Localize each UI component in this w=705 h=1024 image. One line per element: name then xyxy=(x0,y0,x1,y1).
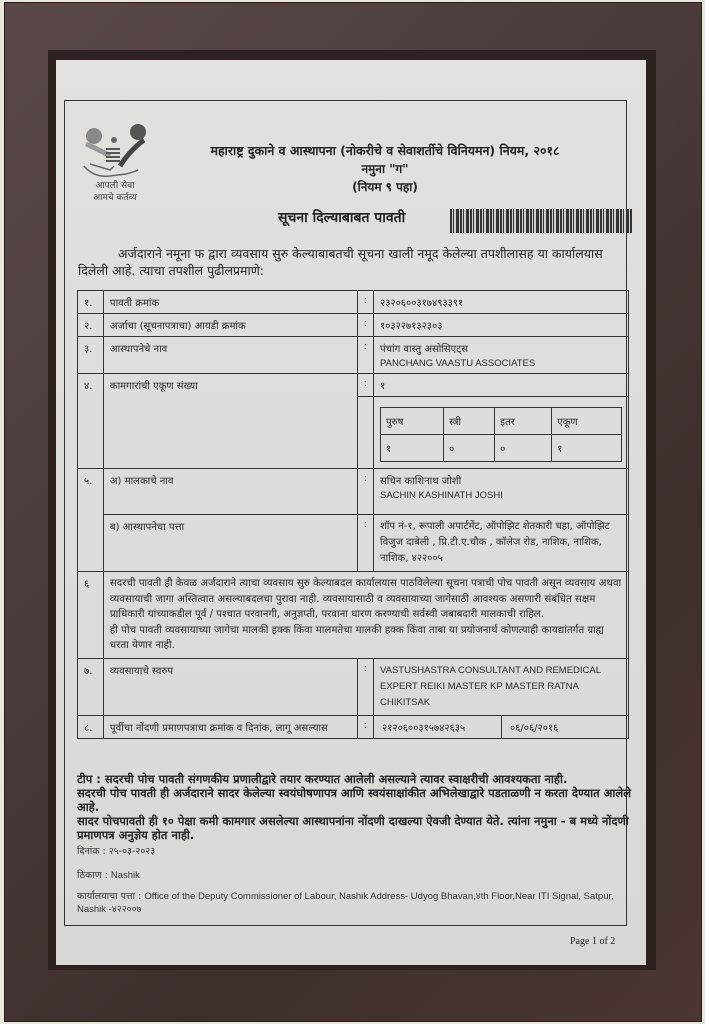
header-male: पुरुष xyxy=(381,408,444,435)
application-id-value: १०३२२७१३२३०३ xyxy=(374,314,629,337)
place-field xyxy=(77,868,140,881)
header-other: इतर xyxy=(495,408,552,435)
office-address-label: कार्यालयाचा पत्ता : xyxy=(77,891,142,902)
table-row xyxy=(78,337,629,374)
receipt-number-value: २३२०६००३१७४९३३९१ xyxy=(374,291,629,314)
table-row xyxy=(78,658,629,715)
row-number: ५. xyxy=(78,469,104,572)
date-field xyxy=(77,844,155,857)
previous-registration-label: पूर्वीचा नोंदणी प्रमाणपत्राचा क्रमांक व दिनांक, लागू असल्यास xyxy=(103,715,357,738)
logo-caption-line2: आमचे कर्तव्य xyxy=(93,193,137,203)
workers-breakdown-cell xyxy=(374,397,629,469)
row-number: १. xyxy=(78,291,104,314)
place-value: Nashik xyxy=(110,870,140,881)
establishment-address-label: ब) आस्थापनेचा पत्ता xyxy=(103,515,357,572)
header-total: एकूण xyxy=(552,408,622,435)
owner-name-value xyxy=(374,469,629,515)
establishment-name-label: आस्थापनेचे नाव xyxy=(103,337,357,374)
row-number: ६ xyxy=(78,572,104,659)
colon: : xyxy=(357,515,373,572)
intro-paragraph: अर्जदाराने नमूना फ द्वारा व्यवसाय सुरु केल्याबाबतची सूचना खाली नमूद केलेल्या तपशीलासह या कार्यालयास दिलेली आहे. त्याचा तपशील पुढीलप्रमाणे: xyxy=(78,246,603,278)
owner-name-english: SACHIN KASHINATH JOSHI xyxy=(380,490,503,501)
row-number: ४. xyxy=(78,374,104,469)
page-number: Page 1 of 2 xyxy=(570,936,616,947)
business-nature-label: व्यवसायाचे स्वरुप xyxy=(103,658,357,715)
rule-reference: (नियम ९ पहा) xyxy=(352,180,418,194)
workers-value-row xyxy=(381,435,622,462)
date-label: दिनांक : xyxy=(77,846,106,857)
colon: : xyxy=(357,658,373,715)
office-address-field xyxy=(77,890,625,916)
owner-name-marathi: सचिन काशिनाथ जोशी xyxy=(380,476,462,487)
colon: : xyxy=(357,715,373,738)
form-number: नमुना "ग" xyxy=(361,162,409,176)
application-id-label: अर्जाचा (सूचनापत्राचा) आयडी क्रमांक xyxy=(103,314,357,337)
value-total: १ xyxy=(552,435,622,462)
note-line-1: टीप : सदरची पोच पावती संगणकीय प्रणालीद्वारे तयार करण्यात आलेली असल्याने त्यावर स्वाक्षरीची आवश्यकता नाही. xyxy=(77,772,568,786)
table-row xyxy=(78,515,629,572)
disclaimer-cell xyxy=(103,572,628,659)
row-number: ८. xyxy=(78,715,104,738)
total-workers-label: कामगारांची एकूण संख्या xyxy=(103,374,357,469)
row-number: २. xyxy=(78,314,104,337)
colon-spacer xyxy=(357,397,373,469)
previous-registration-date: ०६/०६/२०१६ xyxy=(510,722,559,734)
receipt-title: सूचना दिल्याबाबत पावती xyxy=(278,210,406,226)
workers-breakdown-table xyxy=(380,407,622,462)
row-number: ७. xyxy=(78,658,104,715)
note-line-2: सदरची पोच पावती ही अर्जदाराने सादर केलेल्या स्वयंघोषणापत्र आणि स्वयंसाक्षांकीत अभिलेखाद्वारे पडताळणी न करता देण्यात आलेले आहे. xyxy=(77,786,632,814)
header-female: स्त्री xyxy=(444,408,495,435)
receipt-number-label: पावती क्रमांक xyxy=(103,291,357,314)
business-nature-value: VASTUSHASTRA CONSULTANT AND REMEDICAL EXPERT REIKI MASTER KP MASTER RATNA CHIKITSAK xyxy=(374,658,629,715)
workers-header-row xyxy=(381,408,622,435)
previous-registration-number: २१२०६००३१५७४२६३५ xyxy=(374,716,502,738)
table-row xyxy=(78,314,629,337)
establishment-address-value: शॉप नं-१, रूपाली अपार्टमेंट, ऑपोझिट शेतकारी चहा, ऑपोझिट विजुज दाबेली , प्रि.टी.ए.चौक , कॉलेज रोड, नाशिक, नाशिक, नाशिक, ४२२००५ xyxy=(374,515,629,572)
note-section xyxy=(77,772,632,842)
value-female: ० xyxy=(444,435,495,462)
date-value: २५-०३-२०२३ xyxy=(108,846,156,857)
table-row xyxy=(78,572,629,659)
document-title: महाराष्ट्र दुकाने व आस्थापना (नोकरीचे व सेवाशर्तीचे विनियमन) नियम, २०१८ xyxy=(210,143,560,158)
logo-caption-line1: आपली सेवा xyxy=(95,181,135,191)
value-male: १ xyxy=(381,435,444,462)
previous-registration-value xyxy=(374,715,629,738)
establishment-name-value xyxy=(374,337,629,374)
place-label: ठिकाण : xyxy=(77,870,108,881)
disclaimer-paragraph-1: सदरची पावती ही केवळ अर्जदाराने त्याचा व्यवसाय सुरु केल्याबदल कार्यालयास पाठविलेल्या सूचना पत्राची पोच पावती असून व्यवसाय अथवा व्यवसायाची जागा अस्तित्वात असल्याबदलचा पुरावा नाही. व्यवसायासाठी व व्यवसायाच्या जागेसाठी आवश्यक असणारी संबंधित सक्षम प्राधिकारी यांच्याकडील पूर्व / पश्चात परवानगी, अनुज्ञप्ती, परवाना धारण करण्याची सर्वस्वी जबाबदारी मालकाची राहिल. xyxy=(109,578,622,620)
disclaimer-paragraph-2: ही पोच पावती व्यवसायाच्या जागेचा मालकी हक्क किंवा मालमतेचा मालकी हक्क किंवा ताबा या प्रयोजनार्थ कोणत्याही कायद्यांतर्गत ग्राह्य धरता येणार नाही. xyxy=(109,624,604,651)
details-table xyxy=(77,290,629,739)
colon: : xyxy=(357,291,373,314)
table-row xyxy=(78,374,629,397)
barcode-icon xyxy=(450,209,632,233)
value-other: ० xyxy=(495,435,552,462)
table-row xyxy=(78,715,629,738)
colon: : xyxy=(357,374,373,397)
establishment-name-english: PANCHANG VAASTU ASSOCIATES xyxy=(380,358,536,369)
table-row xyxy=(78,291,629,314)
owner-name-label: अ) मालकाचे नाव xyxy=(103,469,357,515)
colon: : xyxy=(357,314,373,337)
total-workers-value: १ xyxy=(374,374,629,397)
note-line-3: सादर पोचपावती ही १० पेक्षा कमी कामगार असलेल्या आस्थापनांना नोंदणी दाखल्या ऐवजी देण्यात येते. त्यांना नमुना - ब मध्ये नोंदणी प्रमाणपत्र अनुज्ञेय होत नाही. xyxy=(77,814,629,842)
establishment-name-marathi: पंचांग वास्तु असोसिएट्स xyxy=(380,344,469,355)
colon: : xyxy=(357,469,373,515)
table-row xyxy=(78,469,629,515)
office-address-value: Office of the Deputy Commissioner of Labour, Nashik Address- Udyog Bhavan,४th Floor,Near ITI Signal, Satpur, Nashik -४२२००७ xyxy=(77,891,614,915)
colon: : xyxy=(357,337,373,374)
logo-caption xyxy=(80,180,150,204)
row-number: ३. xyxy=(78,337,104,374)
